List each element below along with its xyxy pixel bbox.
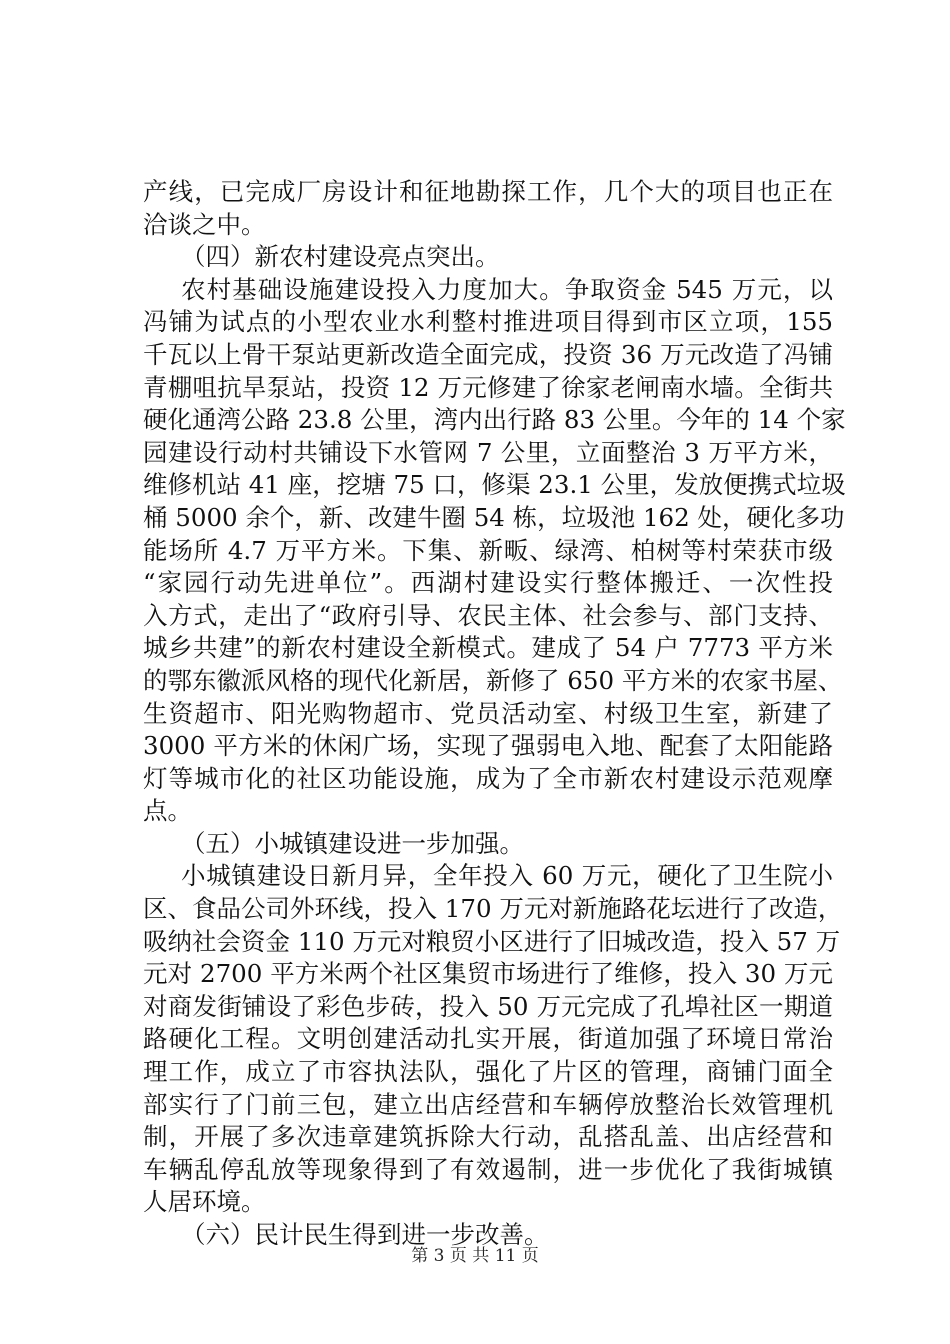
text-line: 园建设行动村共铺设下水管网 7 公里，立面整治 3 万平方米， [143, 437, 833, 467]
text-line: 硬化通湾公路 23.8 公里，湾内出行路 83 公里。今年的 14 个家 [143, 405, 846, 435]
text-line: 千瓦以上骨干泵站更新改造全面完成，投资 36 万元改造了冯铺 [143, 339, 833, 369]
text-line: 的鄂东徽派风格的现代化新居，新修了 650 平方米的农家书屋、 [143, 665, 843, 695]
text-line: 城乡共建”的新农村建设全新模式。建成了 54 户 7773 平方米 [143, 633, 833, 663]
text-line: （五）小城镇建设进一步加强。 [181, 828, 524, 858]
text-line: 车辆乱停乱放等现象得到了有效遏制，进一步优化了我街城镇 [143, 1154, 833, 1184]
text-line: 冯铺为试点的小型农业水利整村推进项目得到市区立项，155 [143, 307, 833, 337]
text-line: 人居环境。 [143, 1187, 266, 1217]
text-line: （四）新农村建设亮点突出。 [181, 242, 500, 272]
text-line: 青棚咀抗旱泵站，投资 12 万元修建了徐家老闸南水墙。全街共 [143, 372, 833, 402]
document-body [143, 176, 846, 1252]
text-line: “家园行动先进单位”。西湖村建设实行整体搬迁、一次性投 [143, 568, 833, 598]
text-line: 维修机站 41 座，挖塘 75 口，修渠 23.1 公里，发放便携式垃圾 [143, 470, 846, 500]
text-line: 能场所 4.7 万平方米。下集、新畈、绿湾、柏树等村荣获市级 [143, 535, 833, 565]
text-line: 理工作，成立了市容执法队，强化了片区的管理，商铺门面全 [143, 1057, 833, 1087]
page-footer [0, 1245, 950, 1267]
text-line: 产线，已完成厂房设计和征地勘探工作，几个大的项目也正在 [143, 177, 833, 206]
text-line: 生资超市、阳光购物超市、党员活动室、村级卫生室，新建了 [143, 698, 833, 728]
text-line: 部实行了门前三包，建立出店经营和车辆停放整治长效管理机 [143, 1089, 833, 1119]
text-line: 制，开展了多次违章建筑拆除大行动，乱搭乱盖、出店经营和 [143, 1122, 833, 1152]
text-line: 小城镇建设日新月异，全年投入 60 万元，硬化了卫生院小 [181, 861, 833, 891]
text-line: 入方式，走出了“政府引导、农民主体、社会参与、部门支持、 [143, 600, 833, 630]
text-line: 区、食品公司外环线，投入 170 万元对新施路花坛进行了改造， [143, 894, 843, 924]
text-line: 洽谈之中。 [143, 209, 266, 239]
text-line: 灯等城市化的社区功能设施，成为了全市新农村建设示范观摩 [143, 763, 833, 793]
page-number-label: 第 3 页 共 11 页 [411, 1246, 539, 1266]
text-line: 对商发街铺设了彩色步砖，投入 50 万元完成了孔埠社区一期道 [143, 991, 833, 1021]
text-line: 元对 2700 平方米两个社区集贸市场进行了维修，投入 30 万元 [143, 959, 833, 989]
text-line: 点。 [143, 796, 192, 826]
text-line: 吸纳社会资金 110 万元对粮贸小区进行了旧城改造，投入 57 万 [143, 926, 841, 956]
text-line: 3000 平方米的休闲广场，实现了强弱电入地、配套了太阳能路 [143, 731, 833, 761]
text-line: 桶 5000 余个，新、改建牛圈 54 栋，垃圾池 162 处，硬化多功 [143, 502, 845, 532]
text-line: （六）民计民生得到进一步改善。 [181, 1220, 549, 1249]
text-line: 农村基础设施建设投入力度加大。争取资金 545 万元，以 [181, 274, 833, 304]
text-line: 路硬化工程。文明创建活动扎实开展，街道加强了环境日常治 [143, 1024, 833, 1054]
